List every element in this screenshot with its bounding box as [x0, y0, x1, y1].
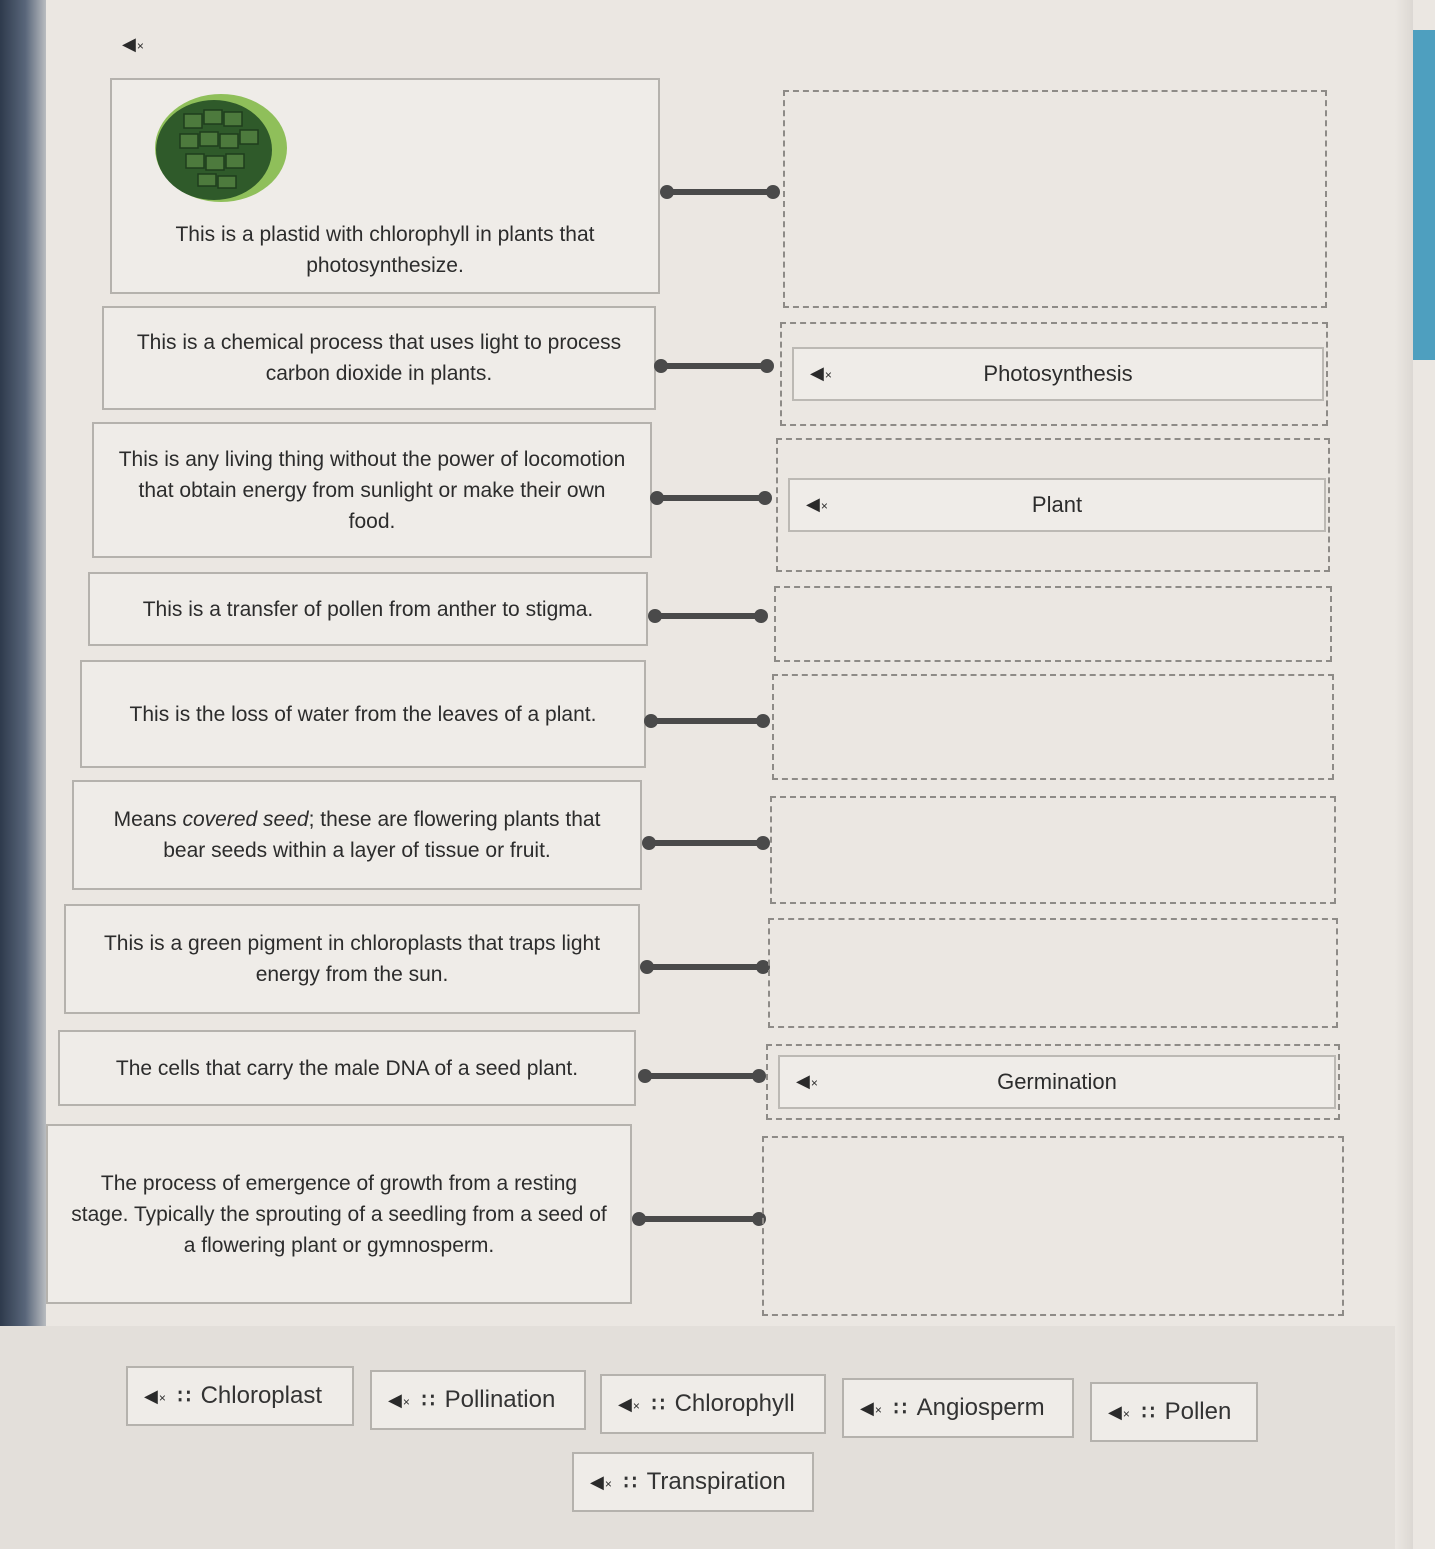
chip-label: Chlorophyll	[674, 1390, 795, 1417]
prompt-text: This is the loss of water from the leaves of a plant.	[129, 702, 597, 726]
answer-label: Germination	[997, 1069, 1117, 1094]
chip-label: Transpiration	[646, 1468, 786, 1495]
chip-label: Angiosperm	[916, 1394, 1045, 1421]
speaker-muted-icon: ◀×	[122, 34, 144, 54]
prompt-text: This is any living thing without the power of locomotion that obtain energy from sunlight or make their own food.	[118, 447, 626, 533]
answer-chip-plant[interactable]	[788, 478, 1326, 532]
drag-handle-icon[interactable]: ∷	[623, 1471, 635, 1494]
answer-label: Photosynthesis	[983, 361, 1133, 386]
drag-handle-icon[interactable]: ∷	[651, 1393, 663, 1416]
prompt-text: Means covered seed; these are flowering plants that bear seeds within a layer of tissue or fruit.	[113, 808, 601, 862]
prompt-text: This is a transfer of pollen from anther to stigma.	[142, 597, 594, 621]
speaker-muted-icon[interactable]: ◀×	[860, 1397, 882, 1418]
answer-chip-germination[interactable]	[778, 1055, 1336, 1109]
speaker-muted-icon[interactable]: ◀×	[388, 1389, 410, 1410]
drop-target-8[interactable]	[766, 1044, 1340, 1120]
prompt-card-chlorophyll	[64, 904, 640, 1014]
drop-target-9[interactable]	[762, 1136, 1344, 1316]
bank-chip-chloroplast[interactable]	[126, 1366, 354, 1426]
prompt-card-photosynthesis	[102, 306, 656, 410]
right-edge	[1395, 0, 1413, 1549]
connector-line	[664, 189, 776, 195]
prompt-text: The cells that carry the male DNA of a seed plant.	[115, 1056, 579, 1080]
bank-chip-transpiration[interactable]	[572, 1452, 814, 1512]
prompt-card-germination	[46, 1124, 632, 1304]
bank-chip-pollination[interactable]	[370, 1370, 586, 1430]
drop-target-5[interactable]	[772, 674, 1334, 780]
speaker-muted-icon[interactable]: ◀×	[806, 494, 828, 514]
bank-chip-chlorophyll[interactable]	[600, 1374, 826, 1434]
prompt-text: The process of emergence of growth from a resting stage. Typically the sprouting of a seedling from a seed of a flowering plant or gymnosperm.	[71, 1171, 607, 1257]
bank-chip-angiosperm[interactable]	[842, 1378, 1074, 1438]
drag-handle-icon[interactable]: ∷	[177, 1385, 189, 1408]
drop-target-3[interactable]	[776, 438, 1330, 572]
prompt-card-angiosperm	[72, 780, 642, 890]
prompt-card-pollination	[88, 572, 648, 646]
connector-line	[636, 1216, 762, 1222]
connector-line	[642, 1073, 762, 1079]
drop-target-2[interactable]	[780, 322, 1328, 426]
prompt-text: This is a chemical process that uses light to process carbon dioxide in plants.	[136, 331, 622, 385]
prompt-card-chloroplast	[110, 78, 660, 294]
speaker-muted-icon[interactable]: ◀×	[810, 363, 832, 383]
prompt-text: This is a green pigment in chloroplasts that traps light energy from the sun.	[103, 932, 601, 986]
connector-line	[658, 363, 770, 369]
speaker-muted-icon[interactable]: ◀×	[1108, 1401, 1130, 1422]
connector-line	[648, 718, 766, 724]
chip-label: Pollen	[1164, 1398, 1232, 1425]
connector-line	[654, 495, 768, 501]
drag-handle-icon[interactable]: ∷	[1141, 1401, 1153, 1424]
connector-line	[652, 613, 764, 619]
prompt-card-transpiration	[80, 660, 646, 768]
connector-line	[644, 964, 766, 970]
drop-target-6[interactable]	[770, 796, 1336, 904]
drag-handle-icon[interactable]: ∷	[421, 1389, 433, 1412]
drag-handle-icon[interactable]: ∷	[893, 1397, 905, 1420]
drop-target-7[interactable]	[768, 918, 1338, 1028]
prompt-card-plant	[92, 422, 652, 558]
answer-label: Plant	[1031, 492, 1083, 517]
drop-target-1[interactable]	[783, 90, 1327, 308]
left-edge	[0, 0, 46, 1549]
prompt-text: This is a plastid with chlorophyll in plants that photosynthesize.	[175, 222, 595, 277]
chip-label: Chloroplast	[200, 1382, 322, 1409]
drop-target-4[interactable]	[774, 586, 1332, 662]
speaker-muted-icon[interactable]: ◀×	[796, 1071, 818, 1091]
speaker-muted-icon[interactable]: ◀×	[618, 1393, 640, 1414]
speaker-muted-icon[interactable]: ◀×	[590, 1471, 612, 1492]
connector-line	[646, 840, 766, 846]
chip-label: Pollination	[444, 1386, 556, 1413]
right-accent-bar	[1413, 30, 1435, 360]
bank-chip-pollen[interactable]	[1090, 1382, 1258, 1442]
audio-toggle-button[interactable]	[122, 30, 144, 56]
prompt-card-pollen	[58, 1030, 636, 1106]
answer-chip-photosynthesis[interactable]	[792, 347, 1324, 401]
chloroplast-illustration	[154, 92, 288, 213]
speaker-muted-icon[interactable]: ◀×	[144, 1385, 166, 1406]
